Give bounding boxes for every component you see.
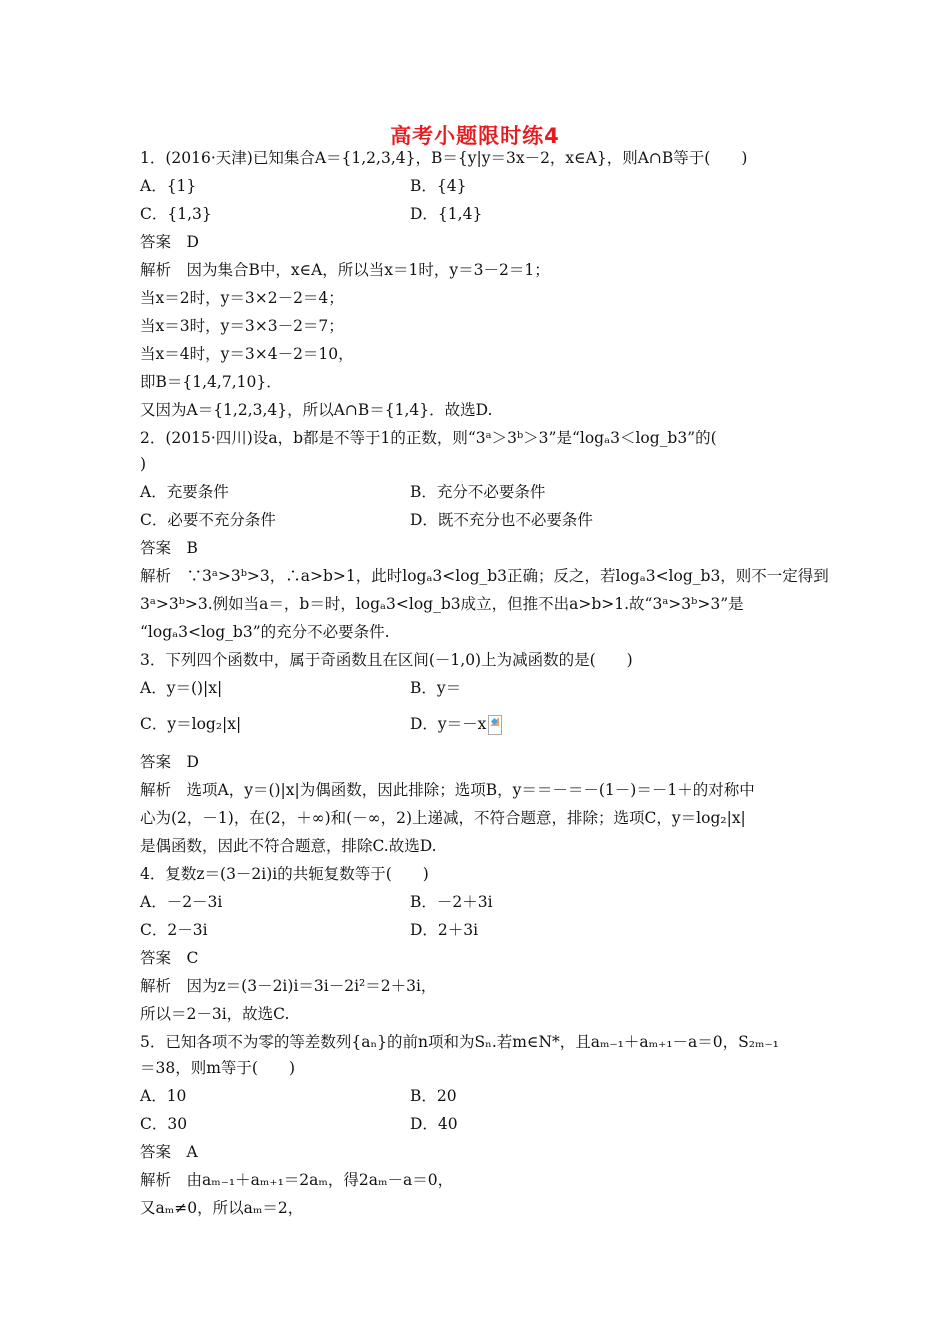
q5-answer: 答案 A [140, 1143, 198, 1161]
q2-option-d: D．既不充分也不必要条件 [410, 511, 593, 529]
q1-analysis-line: 又因为A＝{1,2,3,4}，所以A∩B＝{1,4}．故选D. [140, 401, 493, 419]
q2-answer: 答案 B [140, 539, 198, 557]
q3-stem: 3．下列四个函数中，属于奇函数且在区间(－1,0)上为减函数的是( ) [140, 651, 633, 669]
q4-option-d: D．2＋3i [410, 921, 479, 939]
q1-analysis-line: 解析 因为集合B中，x∈A，所以当x＝1时，y＝3－2＝1； [140, 261, 550, 279]
q4-option-a: A．－2－3i [140, 893, 223, 911]
q2-analysis-line: “logₐ3<log_b3”的充分不必要条件. [140, 623, 390, 641]
q4-stem: 4．复数z＝(3－2i)i的共轭复数等于( ) [140, 865, 429, 883]
q3-option-a: A．y＝()|x| [140, 679, 223, 697]
q1-analysis-line: 即B＝{1,4,7,10}． [140, 373, 282, 391]
q1-option-c: C．{1,3} [140, 205, 212, 223]
q2-option-b: B．充分不必要条件 [410, 483, 546, 501]
q2-stem: 2．(2015·四川)设a，b都是不等于1的正数，则“3ᵃ＞3ᵇ＞3”是“logₐ3＜log_b3”的( [140, 429, 717, 447]
q4-analysis-line: 解析 因为z＝(3－2i)i＝3i－2i²＝2＋3i， [140, 977, 437, 995]
q5-stem: 5．已知各项不为零的等差数列{aₙ}的前n项和为Sₙ.若m∈N*，且aₘ₋₁＋aₘ₊₁－a＝0，S₂ₘ₋₁ [140, 1033, 779, 1051]
q5-analysis-line: 解析 由aₘ₋₁＋aₘ₊₁＝2aₘ，得2aₘ－a＝0， [140, 1171, 454, 1189]
q2-option-c: C．必要不充分条件 [140, 511, 276, 529]
q3-option-c: C．y＝log₂|x| [140, 715, 242, 733]
q1-analysis-line: 当x＝2时，y＝3×2－2＝4； [140, 289, 344, 307]
broken-image-icon [488, 715, 502, 735]
q4-option-b: B．－2＋3i [410, 893, 493, 911]
q5-stem-cont: ＝38，则m等于( ) [140, 1059, 296, 1077]
q1-analysis-line: 当x＝4时，y＝3×4－2＝10， [140, 345, 354, 363]
q3-answer: 答案 D [140, 753, 199, 771]
q4-answer: 答案 C [140, 949, 199, 967]
q1-option-d: D．{1,4} [410, 205, 483, 223]
q5-analysis-line: 又aₘ≠0，所以aₘ＝2， [140, 1199, 304, 1217]
q5-option-d: D．40 [410, 1115, 458, 1133]
q1-analysis-line: 当x＝3时，y＝3×3－2＝7； [140, 317, 344, 335]
q4-option-c: C．2－3i [140, 921, 208, 939]
q1-stem: 1．(2016·天津)已知集合A＝{1,2,3,4}，B＝{y|y＝3x－2，x∈A}，则A∩B等于( ) [140, 149, 748, 167]
q3-option-d-row [410, 714, 502, 735]
q3-option-b: B．y＝ [410, 679, 462, 697]
q1-answer: 答案 D [140, 233, 199, 251]
q3-analysis-line: 心为(2，－1)，在(2，＋∞)和(－∞，2)上递减，不符合题意，排除；选项C，y＝log₂|x| [140, 809, 746, 827]
q2-analysis-line: 解析 ∵3ᵃ>3ᵇ>3，∴a>b>1，此时logₐ3<log_b3正确；反之，若logₐ3<log_b3，则不一定得到 [140, 567, 829, 585]
q5-option-b: B．20 [410, 1087, 457, 1105]
page-title: 高考小题限时练4 [390, 124, 560, 148]
q5-option-c: C．30 [140, 1115, 188, 1133]
q1-option-b: B．{4} [410, 177, 467, 195]
q4-analysis-line: 所以＝2－3i，故选C. [140, 1005, 290, 1023]
q3-analysis-line: 是偶函数，因此不符合题意，排除C.故选D. [140, 837, 437, 855]
q5-option-a: A．10 [140, 1087, 187, 1105]
q3-option-d: D．y＝－x [410, 715, 487, 733]
q2-analysis-line: 3ᵃ>3ᵇ>3.例如当a＝，b＝时，logₐ3<log_b3成立，但推不出a>b>1.故“3ᵃ>3ᵇ>3”是 [140, 595, 744, 613]
q2-stem-cont: ) [140, 455, 147, 473]
q3-analysis-line: 解析 选项A，y＝()|x|为偶函数，因此排除；选项B，y＝＝－＝－(1－)＝－1＋的对称中 [140, 781, 755, 799]
q2-option-a: A．充要条件 [140, 483, 229, 501]
q1-option-a: A．{1} [140, 177, 197, 195]
